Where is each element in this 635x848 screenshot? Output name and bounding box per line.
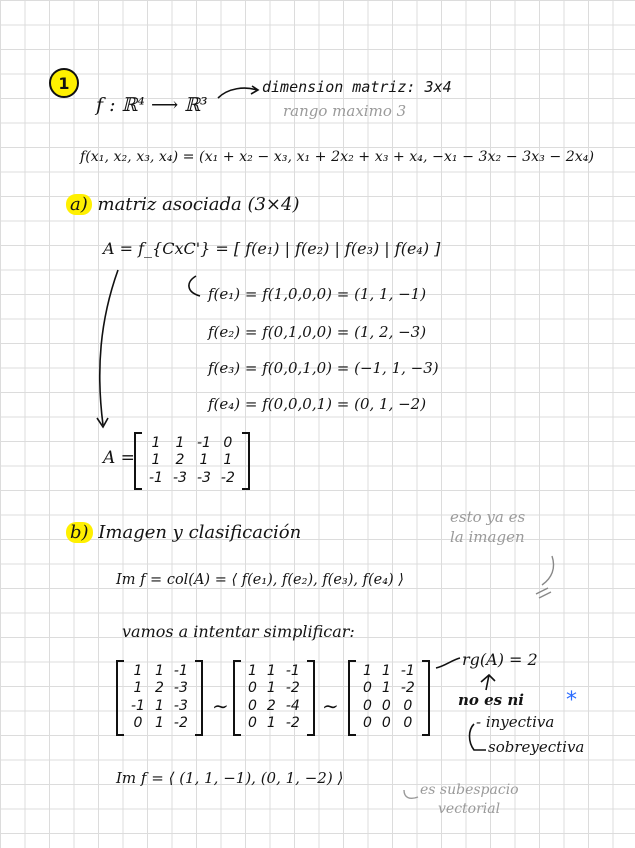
exercise-number: 1 (49, 68, 79, 98)
similar-sign-1: ∼ (212, 694, 229, 718)
star-icon: * (566, 688, 577, 713)
image-e1: f(e₁) = f(1,0,0,0) = (1, 1, −1) (208, 285, 427, 303)
subspace-arrow (404, 790, 418, 798)
assoc-matrix-definition: A = f_{CxC'} = [ f(e₁) | f(e₂) | f(e₃) | f(e₄) ] (103, 239, 441, 258)
dimension-note: dimension matriz: 3x4 (262, 78, 452, 96)
matrix-col-1: 1 1 -1 1 2 -3 -1 1 -3 0 1 -2 (116, 660, 203, 736)
image-definition: Im f = col(A) = ⟨ f(e₁), f(e₂), f(e₃), f(e₄) ⟩ (116, 572, 404, 588)
rank-result: rg(A) = 2 (462, 650, 538, 669)
subspace-note-line-2: vectorial (438, 801, 501, 817)
subspace-note-line-1: es subespacio (420, 782, 519, 798)
side-note-arrow (542, 556, 554, 585)
image-e2: f(e₂) = f(0,1,0,0) = (1, 2, −3) (208, 323, 427, 341)
side-note-line-2: la imagen (450, 528, 525, 546)
image-e3: f(e₃) = f(0,0,1,0) = (−1, 1, −3) (208, 359, 439, 377)
matrix-a-label: A = (103, 448, 135, 468)
part-a-heading: a) matriz asociada (3×4) (66, 196, 299, 214)
hook-arrow (189, 276, 200, 296)
function-definition: f(x₁, x₂, x₃, x₄) = (x₁ + x₂ − x₃, x₁ + 2x₂ + x₃ + x₄, −x₁ − 3x₂ − 3x₃ − 2x₄) (80, 149, 594, 165)
similar-sign-2: ∼ (322, 694, 339, 718)
injective-text: - inyectiva (476, 713, 555, 731)
simplify-text: vamos a intentar simplificar: (122, 622, 355, 641)
image-e4: f(e₄) = f(0,0,0,1) = (0, 1, −2) (208, 395, 427, 413)
surjective-text: sobreyectiva (488, 738, 585, 756)
side-note-line-1: esto ya es (450, 508, 526, 526)
rank-arrow (436, 658, 460, 668)
part-b-heading: b) Imagen y clasificación (66, 524, 301, 542)
matrix-col-3: 1 1 -1 0 1 -2 0 0 0 0 0 0 (348, 660, 430, 736)
image-result: Im f = ⟨ (1, 1, −1), (0, 1, −2) ⟩ (116, 769, 344, 787)
mapping: f : ℝ⁴ ⟶ ℝ³ (96, 94, 208, 116)
matrix-col-2: 1 1 -1 0 1 -2 0 2 -4 0 1 -2 (233, 660, 315, 736)
rank-note: rango maximo 3 (283, 102, 407, 120)
down-arrow (100, 270, 118, 425)
matrix-a: 1 1 -1 0 1 2 1 1 -1 -3 -3 -2 (134, 432, 250, 490)
not-is-text: no es ni (458, 691, 524, 709)
